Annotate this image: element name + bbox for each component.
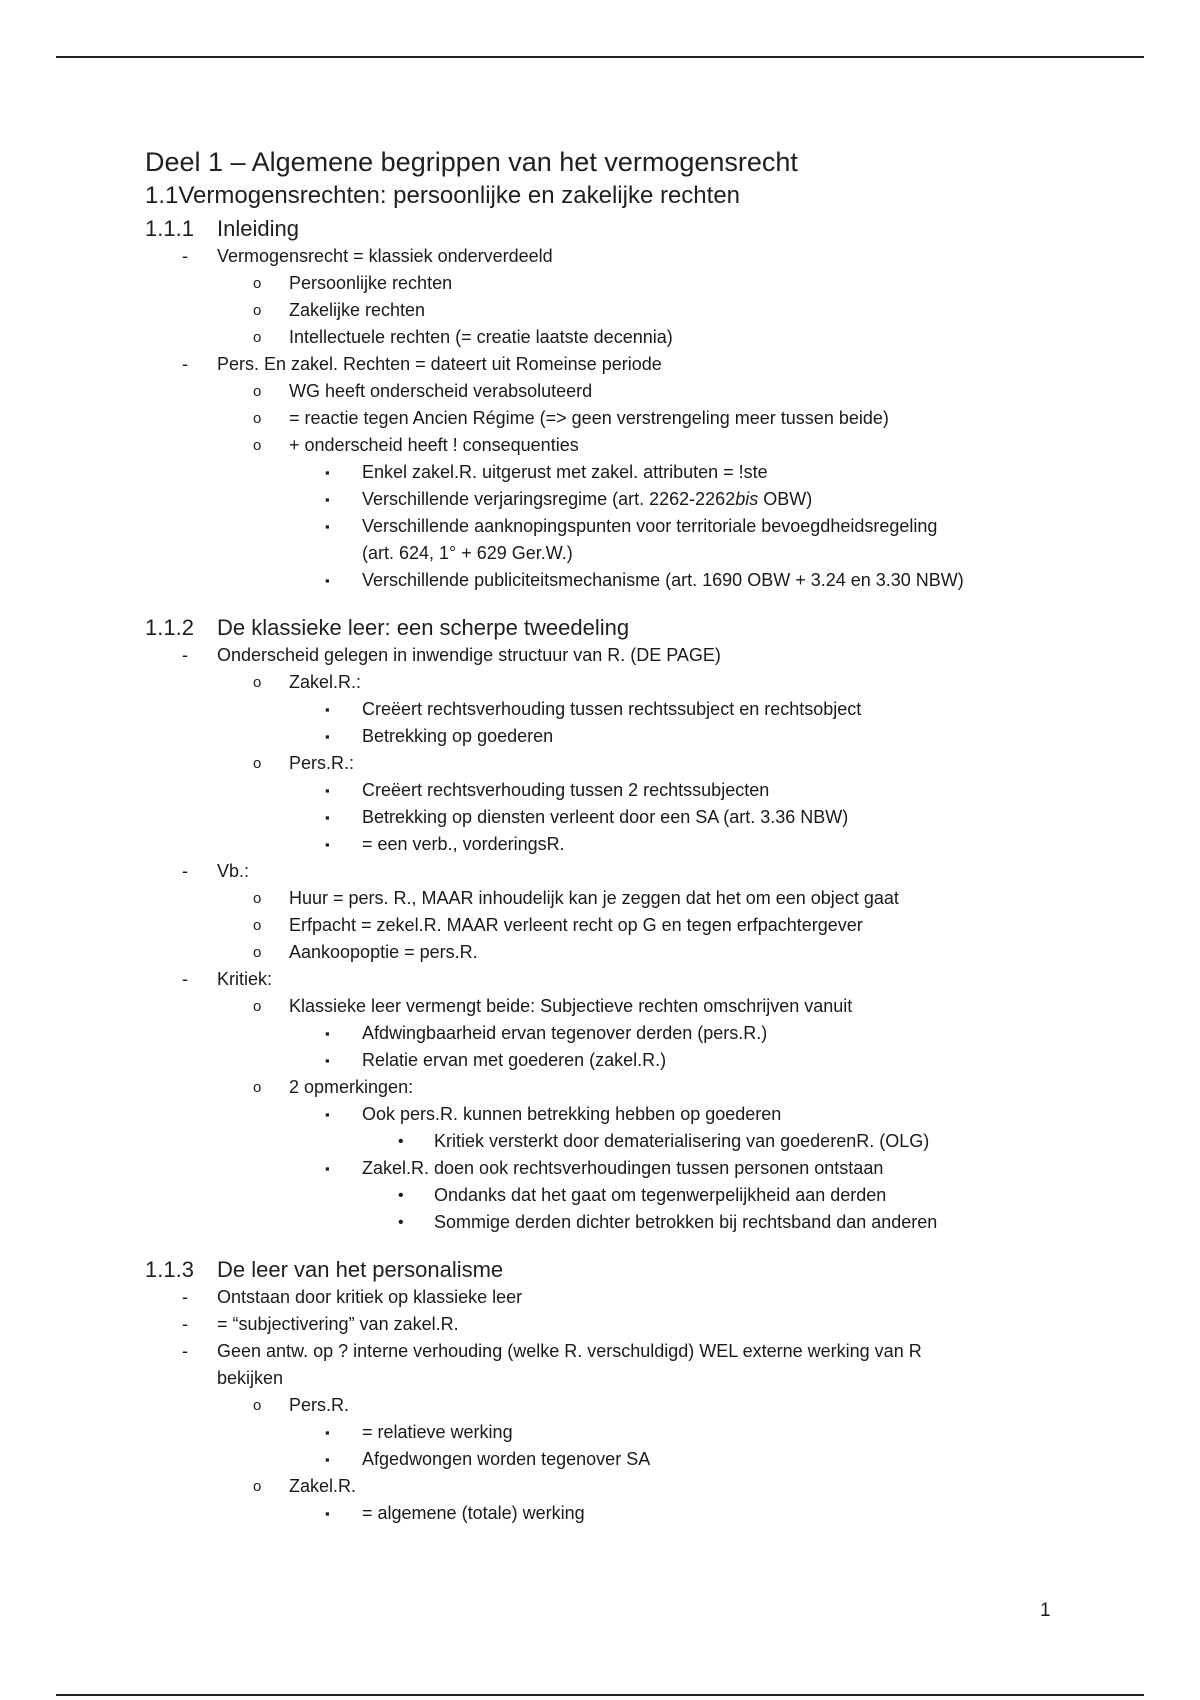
subsection-number: 1.1.3 [145, 1257, 194, 1282]
subsection-number: 1.1.2 [145, 615, 194, 640]
list-item: o Zakel.R.: [145, 669, 1075, 696]
list-item: ▪ Enkel zakel.R. uitgerust met zakel. attributen = !ste [145, 459, 1075, 486]
list-item: ▪ = relatieve werking [145, 1419, 1075, 1446]
dash-bullet-icon: - [182, 969, 188, 989]
square-bullet-icon: ▪ [325, 573, 330, 588]
dash-bullet-icon: - [182, 1314, 188, 1334]
circle-bullet-icon: o [253, 1079, 262, 1096]
subsection-number: 1.1.1 [145, 216, 194, 241]
list-item: - Geen antw. op ? interne verhouding (welke R. verschuldigd) WEL externe werking van R [145, 1338, 1075, 1365]
square-bullet-icon: ▪ [325, 837, 330, 852]
circle-bullet-icon: o [253, 755, 262, 772]
list-item: o Zakel.R. [145, 1473, 1075, 1500]
list-item: ▪ Afgedwongen worden tegenover SA [145, 1446, 1075, 1473]
square-bullet-icon: ▪ [325, 1053, 330, 1068]
list-item: ▪ Relatie ervan met goederen (zakel.R.) [145, 1047, 1075, 1074]
document-body [145, 145, 1075, 1527]
footer-rule [56, 1694, 1144, 1696]
list-item: o Huur = pers. R., MAAR inhoudelijk kan je zeggen dat het om een object gaat [145, 885, 1075, 912]
list-item: o + onderscheid heeft ! consequenties [145, 432, 1075, 459]
list-item: ▪ Verschillende verjaringsregime (art. 2262-2262bis OBW) [145, 486, 1075, 513]
circle-bullet-icon: o [253, 1397, 262, 1414]
circle-bullet-icon: o [253, 1478, 262, 1495]
subsection-title: De leer van het personalisme [217, 1257, 504, 1282]
dash-bullet-icon: - [182, 861, 188, 881]
list-item: ▪ Creëert rechtsverhouding tussen rechtssubject en rechtsobject [145, 696, 1075, 723]
circle-bullet-icon: o [253, 890, 262, 907]
dot-bullet-icon: • [398, 1187, 404, 1204]
square-bullet-icon: ▪ [325, 702, 330, 717]
square-bullet-icon: ▪ [325, 729, 330, 744]
square-bullet-icon: ▪ [325, 465, 330, 480]
list-item: ▪ = een verb., vorderingsR. [145, 831, 1075, 858]
dash-bullet-icon: - [182, 246, 188, 266]
list-item: o Zakelijke rechten [145, 297, 1075, 324]
dash-bullet-icon: - [182, 354, 188, 374]
list-item: o Pers.R. [145, 1392, 1075, 1419]
list-item: ▪ Verschillende aanknopingspunten voor territoriale bevoegdheidsregeling [145, 513, 1075, 540]
circle-bullet-icon: o [253, 674, 262, 691]
section-title: 1.1Vermogensrechten: persoonlijke en zakelijke rechten [145, 182, 741, 209]
list-item: ▪ Afdwingbaarheid ervan tegenover derden (pers.R.) [145, 1020, 1075, 1047]
circle-bullet-icon: o [253, 302, 262, 319]
circle-bullet-icon: o [253, 329, 262, 346]
square-bullet-icon: ▪ [325, 1506, 330, 1521]
chapter-title: Deel 1 – Algemene begrippen van het vermogensrecht [145, 147, 798, 177]
list-item: - Pers. En zakel. Rechten = dateert uit Romeinse periode [145, 351, 1075, 378]
list-item: o = reactie tegen Ancien Régime (=> geen verstrengeling meer tussen beide) [145, 405, 1075, 432]
subsection-title: De klassieke leer: een scherpe tweedeling [217, 615, 630, 640]
square-bullet-icon: ▪ [325, 1452, 330, 1467]
square-bullet-icon: ▪ [325, 492, 330, 507]
dot-bullet-icon: • [398, 1214, 404, 1231]
list-item: ▪ Betrekking op diensten verleent door een SA (art. 3.36 NBW) [145, 804, 1075, 831]
circle-bullet-icon: o [253, 998, 262, 1015]
square-bullet-icon: ▪ [325, 519, 330, 534]
list-item: o Klassieke leer vermengt beide: Subjectieve rechten omschrijven vanuit [145, 993, 1075, 1020]
dash-bullet-icon: - [182, 645, 188, 665]
circle-bullet-icon: o [253, 437, 262, 454]
dash-bullet-icon: - [182, 1341, 188, 1361]
square-bullet-icon: ▪ [325, 783, 330, 798]
list-item: - Kritiek: [145, 966, 1075, 993]
circle-bullet-icon: o [253, 275, 262, 292]
circle-bullet-icon: o [253, 917, 262, 934]
list-item: ▪ Betrekking op goederen [145, 723, 1075, 750]
square-bullet-icon: ▪ [325, 810, 330, 825]
list-item: - Vb.: [145, 858, 1075, 885]
subsection-title: Inleiding [217, 216, 299, 241]
square-bullet-icon: ▪ [325, 1107, 330, 1122]
header-rule [56, 56, 1144, 58]
list-item: - Onderscheid gelegen in inwendige structuur van R. (DE PAGE) [145, 642, 1075, 669]
list-item: o Erfpacht = zekel.R. MAAR verleent recht op G en tegen erfpachtergever [145, 912, 1075, 939]
list-item: ▪ = algemene (totale) werking [145, 1500, 1075, 1527]
dash-bullet-icon: - [182, 1287, 188, 1307]
subsection-heading [145, 614, 1075, 642]
page-number: 1 [1040, 1600, 1051, 1621]
circle-bullet-icon: o [253, 944, 262, 961]
list-item: o WG heeft onderscheid verabsoluteerd [145, 378, 1075, 405]
list-item: • Ondanks dat het gaat om tegenwerpelijkheid aan derden [145, 1182, 1075, 1209]
list-item: • Kritiek versterkt door dematerialisering van goederenR. (OLG) [145, 1128, 1075, 1155]
square-bullet-icon: ▪ [325, 1425, 330, 1440]
list-item: - Vermogensrecht = klassiek onderverdeeld [145, 243, 1075, 270]
circle-bullet-icon: o [253, 410, 262, 427]
square-bullet-icon: ▪ [325, 1161, 330, 1176]
dot-bullet-icon: • [398, 1133, 404, 1150]
square-bullet-icon: ▪ [325, 1026, 330, 1041]
list-item: o Persoonlijke rechten [145, 270, 1075, 297]
subsection-heading [145, 1256, 1075, 1284]
list-item-continuation: (art. 624, 1° + 629 Ger.W.) [362, 543, 573, 563]
list-item: o 2 opmerkingen: [145, 1074, 1075, 1101]
list-item: o Intellectuele rechten (= creatie laatste decennia) [145, 324, 1075, 351]
list-item-continuation: bekijken [217, 1368, 284, 1388]
list-item: ▪ Ook pers.R. kunnen betrekking hebben op goederen [145, 1101, 1075, 1128]
circle-bullet-icon: o [253, 383, 262, 400]
subsection-heading [145, 215, 1075, 243]
list-item: ▪ Verschillende publiciteitsmechanisme (art. 1690 OBW + 3.24 en 3.30 NBW) [145, 567, 1075, 594]
list-item: • Sommige derden dichter betrokken bij rechtsband dan anderen [145, 1209, 1075, 1236]
list-item: - = “subjectivering” van zakel.R. [145, 1311, 1075, 1338]
list-item: o Aankoopoptie = pers.R. [145, 939, 1075, 966]
list-item: ▪ Creëert rechtsverhouding tussen 2 rechtssubjecten [145, 777, 1075, 804]
list-item: - Ontstaan door kritiek op klassieke leer [145, 1284, 1075, 1311]
list-item: ▪ Zakel.R. doen ook rechtsverhoudingen tussen personen ontstaan [145, 1155, 1075, 1182]
list-item: o Pers.R.: [145, 750, 1075, 777]
